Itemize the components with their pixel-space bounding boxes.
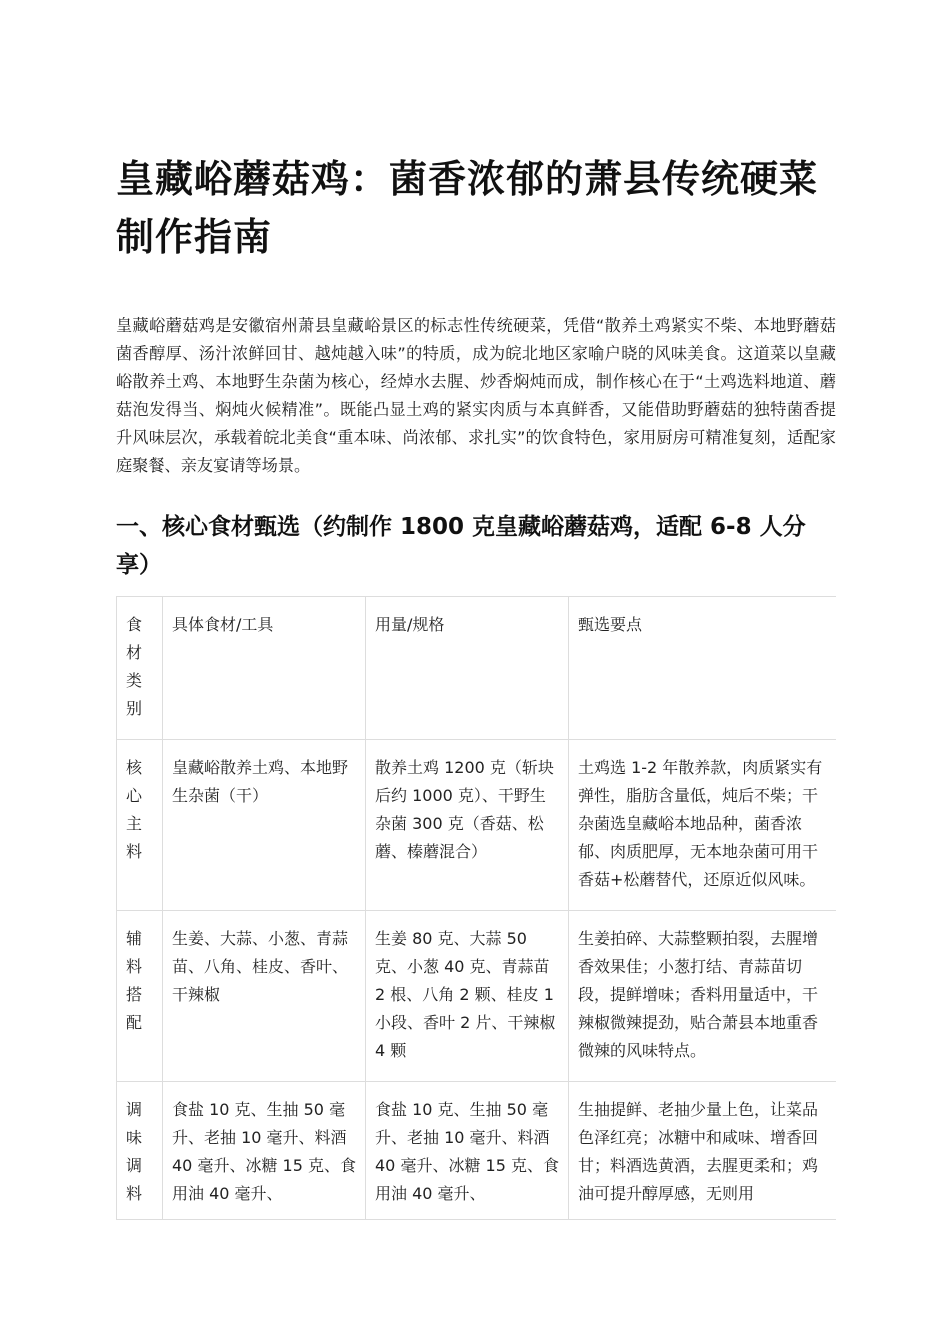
page-title: 皇藏峪蘑菇鸡：菌香浓郁的萧县传统硬菜制作指南 <box>116 157 819 259</box>
header-cell-item: 具体食材/工具 <box>163 597 366 740</box>
header-cell-category: 食材类别 <box>117 597 163 740</box>
header-cell-tips: 甄选要点 <box>569 597 837 740</box>
table-cell-item: 食盐 10 克、生抽 50 毫升、老抽 10 毫升、料酒 40 毫升、冰糖 15 克、食用油 40 毫升、 <box>163 1082 366 1221</box>
table-cell-category: 调味调料 <box>117 1082 163 1221</box>
table-cell-tips: 生姜拍碎、大蒜整颗拍裂，去腥增香效果佳；小葱打结、青蒜苗切段，提鲜增味；香料用量适中，干辣椒微辣提劲，贴合萧县本地重香微辣的风味特点。 <box>569 911 837 1082</box>
ingredients-table <box>116 596 836 1220</box>
table-cell-tips: 土鸡选 1-2 年散养款，肉质紧实有弹性，脂肪含量低，炖后不柴；干杂菌选皇藏峪本地品种，菌香浓郁、肉质肥厚，无本地杂菌可用干香菇+松蘑替代，还原近似风味。 <box>569 740 837 911</box>
table-cell-amount: 散养土鸡 1200 克（斩块后约 1000 克）、干野生杂菌 300 克（香菇、松蘑、榛蘑混合） <box>366 740 569 911</box>
document-page <box>116 150 836 1220</box>
table-cell-amount: 食盐 10 克、生抽 50 毫升、老抽 10 毫升、料酒 40 毫升、冰糖 15 克、食用油 40 毫升、 <box>366 1082 569 1221</box>
section-heading-ingredients: 一、核心食材甄选（约制作 1800 克皇藏峪蘑菇鸡，适配 6-8 人分享） <box>116 514 806 578</box>
table-cell-tips: 生抽提鲜、老抽少量上色，让菜品色泽红亮；冰糖中和咸味、增香回甘；料酒选黄酒，去腥更柔和；鸡油可提升醇厚感，无则用 <box>569 1082 837 1221</box>
table-header-row <box>117 597 837 740</box>
table-cell-category: 辅料搭配 <box>117 911 163 1082</box>
table-cell-item: 皇藏峪散养土鸡、本地野生杂菌（干） <box>163 740 366 911</box>
table-row <box>117 911 837 1082</box>
table-cell-category: 核心主料 <box>117 740 163 911</box>
header-cell-amount: 用量/规格 <box>366 597 569 740</box>
intro-paragraph: 皇藏峪蘑菇鸡是安徽宿州萧县皇藏峪景区的标志性传统硬菜，凭借“散养土鸡紧实不柴、本地野蘑菇菌香醇厚、汤汁浓鲜回甘、越炖越入味”的特质，成为皖北地区家喻户晓的风味美食。这道菜以皇藏峪散养土鸡、本地野生杂菌为核心，经焯水去腥、炒香焖炖而成，制作核心在于“土鸡选料地道、蘑菇泡发得当、焖炖火候精准”。既能凸显土鸡的紧实肉质与本真鲜香，又能借助野蘑菇的独特菌香提升风味层次，承载着皖北美食“重本味、尚浓郁、求扎实”的饮食特色，家用厨房可精准复刻，适配家庭聚餐、亲友宴请等场景。 <box>116 316 836 475</box>
table-cell-item: 生姜、大蒜、小葱、青蒜苗、八角、桂皮、香叶、干辣椒 <box>163 911 366 1082</box>
table-row <box>117 740 837 911</box>
table-cell-amount: 生姜 80 克、大蒜 50 克、小葱 40 克、青蒜苗 2 根、八角 2 颗、桂皮 1 小段、香叶 2 片、干辣椒 4 颗 <box>366 911 569 1082</box>
ingredients-table-container <box>116 596 836 1220</box>
table-row <box>117 1082 837 1221</box>
